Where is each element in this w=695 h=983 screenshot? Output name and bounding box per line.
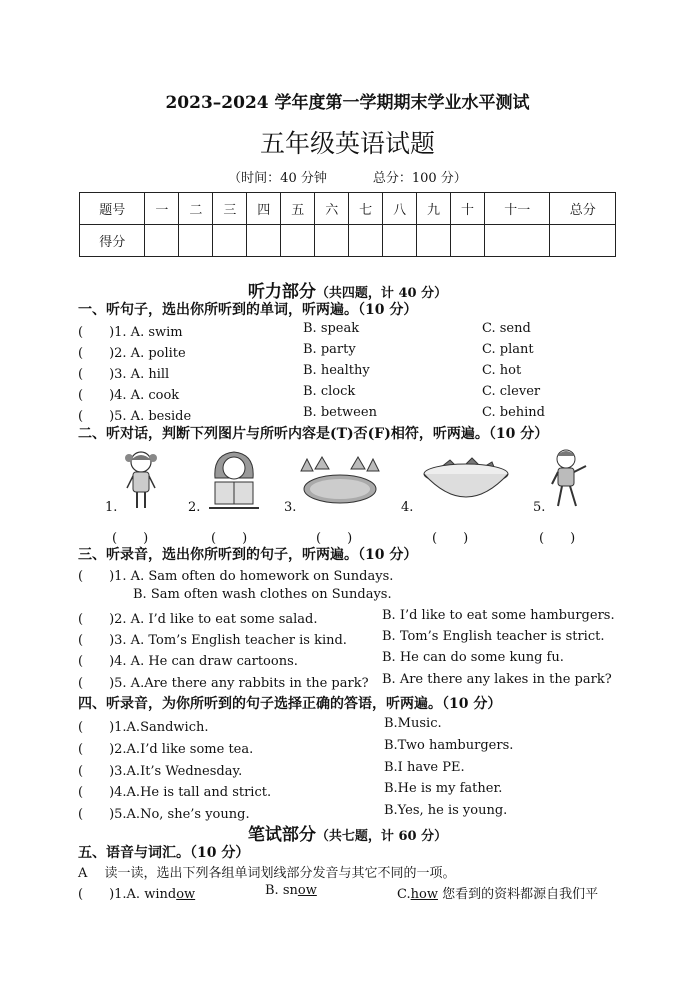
s1-q5-c: C. behind (482, 405, 545, 420)
score-cell: 三 (213, 193, 247, 225)
s1-q2-c: C. plant (482, 342, 534, 357)
section-2-title: 二、听对话，判断下列图片与所听内容是(T)否(F)相符，听两遍。（10 分） (78, 426, 549, 442)
lake-picture (297, 455, 383, 511)
s1-q4-a: ( )4. A. cook (78, 388, 180, 403)
s4-q2-a: ( )2.A.I’d like some tea. (78, 742, 254, 757)
s3-q3-b: B. Tom’s English teacher is strict. (382, 629, 605, 644)
s3-q5-a: ( )5. A.Are there any rabbits in the park? (78, 676, 369, 691)
pic-num-2: 2. (188, 500, 201, 515)
answer-paren-2[interactable]: ( ) (211, 531, 248, 546)
score-cell: 二 (179, 193, 213, 225)
listening-heading-text: 听力部分 (247, 282, 316, 302)
score-table (79, 192, 616, 257)
score-blank[interactable] (484, 225, 549, 257)
s1-q5-b: B. between (303, 405, 377, 420)
s5-q1-c-wrap (397, 883, 598, 902)
exam-title: 2023–2024 学年度第一学期期末学业水平测试 (165, 93, 530, 113)
s4-q4-a: ( )4.A.He is tall and strict. (78, 785, 272, 800)
s5-q1-a-underline: ow (176, 887, 196, 902)
score-blank[interactable] (383, 225, 417, 257)
score-cell: 四 (247, 193, 281, 225)
s1-q4-b: B. clock (303, 384, 356, 399)
boy-picture (546, 446, 590, 514)
salad-bowl-picture (420, 456, 512, 508)
s3-q4-a: ( )4. A. He can draw cartoons. (78, 654, 298, 669)
score-cell: 总分 (550, 193, 616, 225)
score-blank[interactable] (179, 225, 213, 257)
score-table-score-row (80, 225, 616, 257)
writing-heading-note: （共七题，计 60 分） (315, 829, 448, 844)
source-note: 您看到的资料都源自我们平 (437, 887, 599, 902)
score-cell: 八 (383, 193, 417, 225)
time-info: （时间：40 分钟 (228, 171, 327, 186)
score-cell: 一 (145, 193, 179, 225)
exam-info (0, 167, 695, 186)
s1-q3-a: ( )3. A. hill (78, 367, 170, 382)
girl-picture (118, 448, 164, 514)
s3-q4-b: B. He can do some kung fu. (382, 650, 564, 665)
answer-paren-5[interactable]: ( ) (539, 531, 576, 546)
total-info: 总分：100 分） (372, 171, 467, 186)
s1-q4-c: C. clever (482, 384, 541, 399)
s4-q5-b: B.Yes, he is young. (384, 803, 508, 818)
score-blank[interactable] (281, 225, 315, 257)
score-cell: 十一 (484, 193, 549, 225)
score-row-label: 得分 (80, 225, 145, 257)
s4-q1-a: ( )1.A.Sandwich. (78, 720, 209, 735)
score-blank[interactable] (550, 225, 616, 257)
answer-paren-1[interactable]: ( ) (112, 531, 149, 546)
s5-q1-c: C. (397, 887, 411, 902)
score-cell: 五 (281, 193, 315, 225)
section-3-title: 三、听录音，选出你所听到的句子，听两遍。（10 分） (78, 547, 418, 563)
score-cell: 题号 (80, 193, 145, 225)
writing-heading-text: 笔试部分 (247, 825, 316, 845)
section-5-part-a: A 读一读，选出下列各组单词划线部分发音与其它不同的一项。 (78, 866, 456, 881)
pic-num-1: 1. (105, 500, 118, 515)
s4-q2-b: B.Two hamburgers. (384, 738, 514, 753)
score-blank[interactable] (451, 225, 485, 257)
s3-q5-b: B. Are there any lakes in the park? (382, 672, 612, 687)
s3-q1-a: ( )1. A. Sam often do homework on Sundays. (78, 569, 394, 584)
s4-q4-b: B.He is my father. (384, 781, 503, 796)
score-blank[interactable] (145, 225, 179, 257)
score-blank[interactable] (213, 225, 247, 257)
score-cell: 六 (315, 193, 349, 225)
s5-q1-b-underline: ow (297, 883, 317, 898)
s3-q2-a: ( )2. A. I’d like to eat some salad. (78, 612, 318, 627)
section-1-title: 一、听句子，选出你所听到的单词，听两遍。（10 分） (78, 302, 418, 318)
answer-paren-3[interactable]: ( ) (316, 531, 353, 546)
s5-q1-b: B. sn (265, 883, 298, 898)
section-4-title: 四、听录音，为你所听到的句子选择正确的答语，听两遍。（10 分） (78, 696, 502, 712)
s4-q5-a: ( )5.A.No, she’s young. (78, 807, 250, 822)
s1-q5-a: ( )5. A. beside (78, 409, 192, 424)
s3-q1-b: B. Sam often wash clothes on Sundays. (133, 587, 392, 602)
score-table-header-row (80, 193, 616, 225)
answer-paren-4[interactable]: ( ) (432, 531, 469, 546)
s3-q3-a: ( )3. A. Tom’s English teacher is kind. (78, 633, 347, 648)
s1-q3-b: B. healthy (303, 363, 370, 378)
exam-subtitle: 五年级英语试题 (259, 129, 435, 158)
pic-num-3: 3. (284, 500, 297, 515)
s3-q2-b: B. I’d like to eat some hamburgers. (382, 608, 615, 623)
s1-q3-c: C. hot (482, 363, 522, 378)
reading-girl-picture (205, 448, 263, 512)
s5-q1-c-underline: how (410, 887, 438, 902)
s4-q3-b: B.I have PE. (384, 760, 465, 775)
s5-q1-b-wrap (265, 883, 317, 898)
score-blank[interactable] (417, 225, 451, 257)
s4-q3-a: ( )3.A.It’s Wednesday. (78, 764, 243, 779)
s1-q1-a: ( )1. A. swim (78, 325, 183, 340)
s5-q1-a: ( )1.A. wind (78, 887, 177, 902)
s1-q1-c: C. send (482, 321, 531, 336)
s1-q2-a: ( )2. A. polite (78, 346, 186, 361)
score-blank[interactable] (247, 225, 281, 257)
s1-q2-b: B. party (303, 342, 356, 357)
s1-q1-b: B. speak (303, 321, 360, 336)
pic-num-4: 4. (401, 500, 414, 515)
s4-q1-b: B.Music. (384, 716, 442, 731)
score-cell: 九 (417, 193, 451, 225)
score-cell: 七 (349, 193, 383, 225)
score-cell: 十 (451, 193, 485, 225)
listening-heading-note: （共四题，计 40 分） (315, 286, 448, 301)
section-5-title: 五、语音与词汇。（10 分） (78, 845, 250, 861)
score-blank[interactable] (315, 225, 349, 257)
score-blank[interactable] (349, 225, 383, 257)
s5-q1 (78, 883, 195, 902)
pic-num-5: 5. (533, 500, 546, 515)
